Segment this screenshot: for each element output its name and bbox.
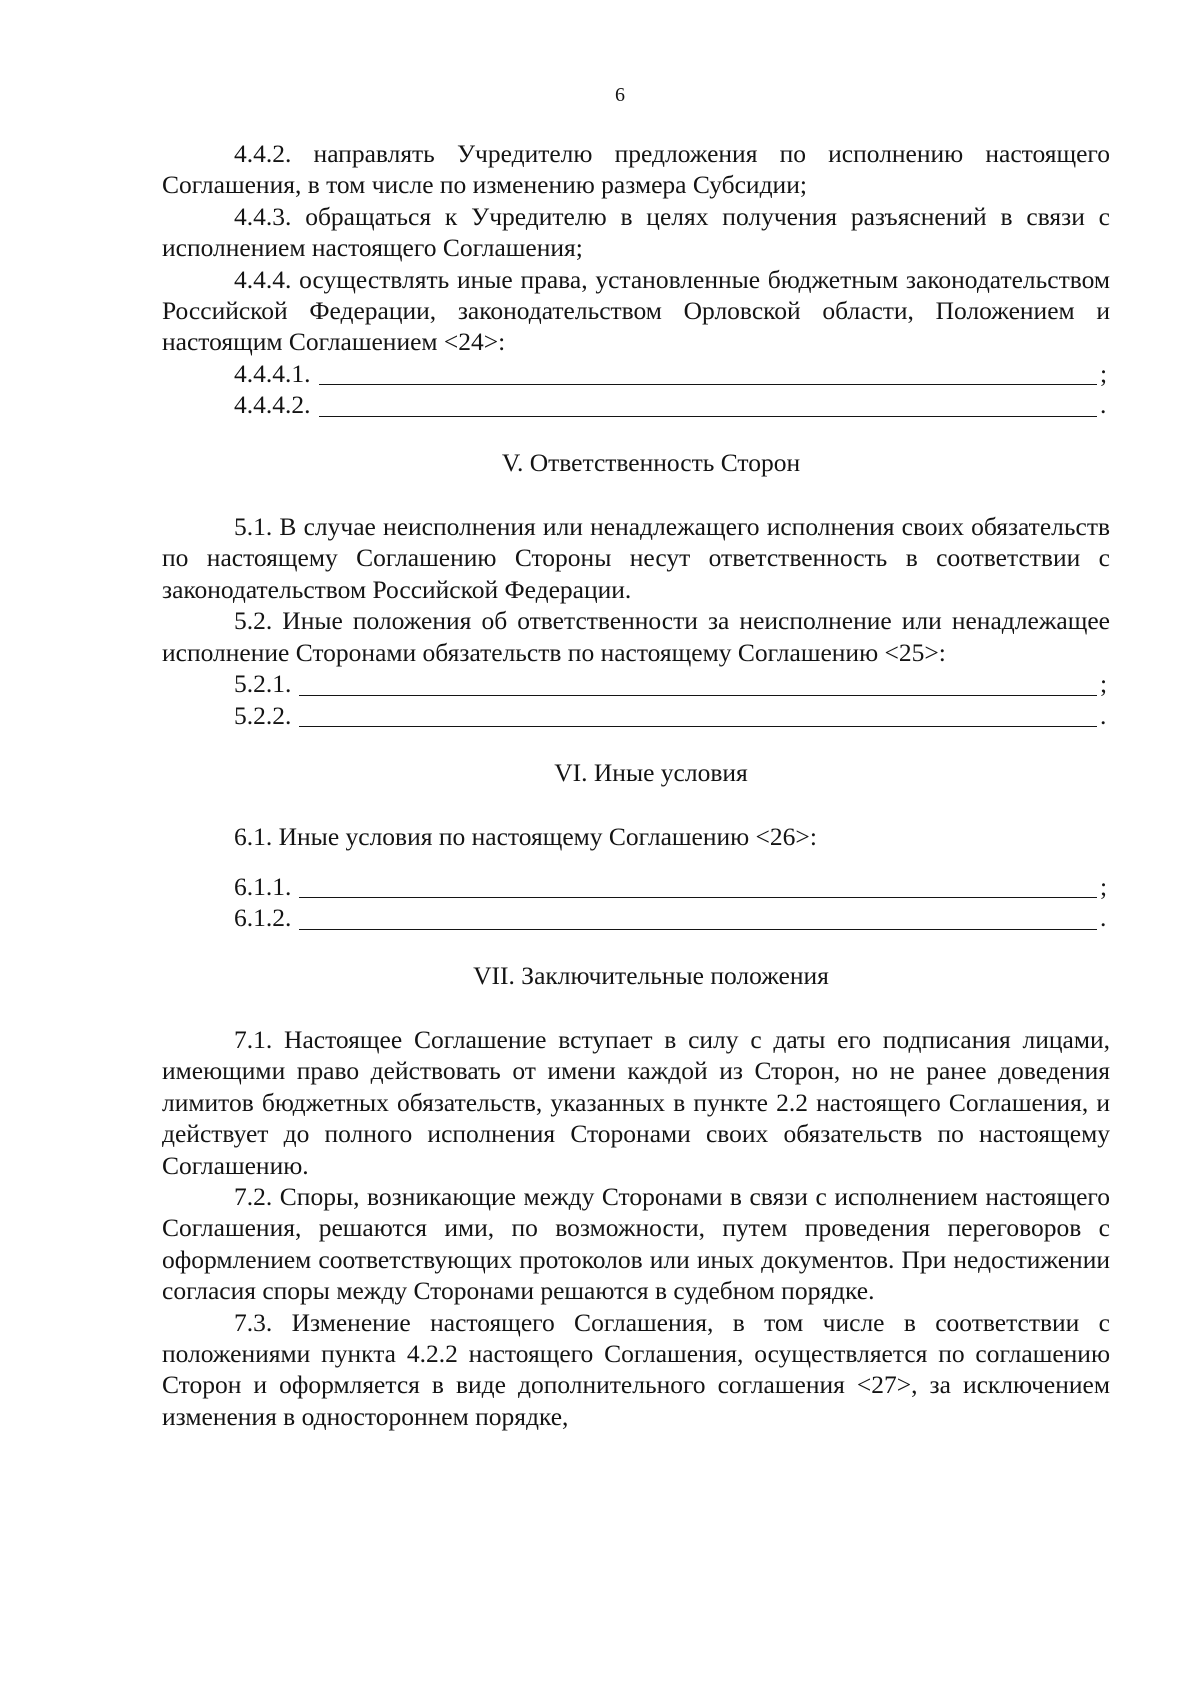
paragraph-6-1: 6.1. Иные условия по настоящему Соглашению <26>: <box>234 822 817 852</box>
paragraph-7-1: 7.1. Настоящее Соглашение вступает в силу с даты его подписания лицами, имеющими право действовать от имени каждой из Сторон, но не ранее доведения лимитов бюджетных обязательств, указанных в пункте 2.2 настоящего Соглашения, и действует до полного исполнения Сторонами своих обязательств по настоящему Соглашению. <box>162 1024 1110 1180</box>
blank-line-4-4-4-1: 4.4.4.1. ; <box>234 358 1108 388</box>
blank-line-6-1-2: 6.1.2. . <box>234 903 1107 933</box>
paragraph-4-4-2: 4.4.2. направлять Учредителю предложения по исполнению настоящего Соглашения, в том числе по изменению размера Субсидии; <box>162 139 1110 200</box>
paragraph-4-4-3: 4.4.3. обращаться к Учредителю в целях получения разъяснений в связи с исполнением настоящего Соглашения; <box>162 201 1110 263</box>
paragraph-7-3: 7.3. Изменение настоящего Соглашения, в том числе в соответствии с положениями пункта 4.2.2 настоящего Соглашения, осуществляется по соглашению Сторон и оформляется в виде дополнительного соглашения <27>, за исключением изменения в одностороннем порядке, <box>162 1307 1110 1431</box>
paragraph-5-1: 5.1. В случае неисполнения или ненадлежащего исполнения своих обязательств по настоящему Соглашению Стороны несут ответственность в соответствии с законодательством Российской Федерации. <box>162 512 1110 604</box>
section-5-heading: V. Ответственность Сторон <box>501 447 801 477</box>
paragraph-5-2: 5.2. Иные положения об ответственности за неисполнение или ненадлежащее исполнение Сторонами обязательств по настоящему Соглашению <25>: <box>162 606 1110 667</box>
paragraph-4-4-4: 4.4.4. осуществлять иные права, установленные бюджетным законодательством Российской Федерации, законодательством Орловской области, Положением и настоящим Соглашением <24>: <box>162 264 1110 357</box>
blank-line-6-1-1: 6.1.1. ; <box>234 871 1108 901</box>
document-body <box>162 138 1110 1432</box>
paragraph-7-2: 7.2. Споры, возникающие между Сторонами в связи с исполнением настоящего Соглашения, решаются ими, по возможности, путем проведения переговоров с оформлением соответствующих протоколов или иных документов. При недостижении согласия споры между Сторонами решаются в судебном порядке. <box>162 1181 1110 1306</box>
section-7-heading: VII. Заключительные положения <box>473 960 829 990</box>
page-number: 6 <box>615 84 625 106</box>
blank-line-5-2-2: 5.2.2. . <box>234 700 1107 730</box>
blank-line-4-4-4-2: 4.4.4.2. . <box>234 390 1107 420</box>
blank-line-5-2-1: 5.2.1. ; <box>234 669 1108 699</box>
section-6-heading: VI. Иные условия <box>554 757 748 787</box>
